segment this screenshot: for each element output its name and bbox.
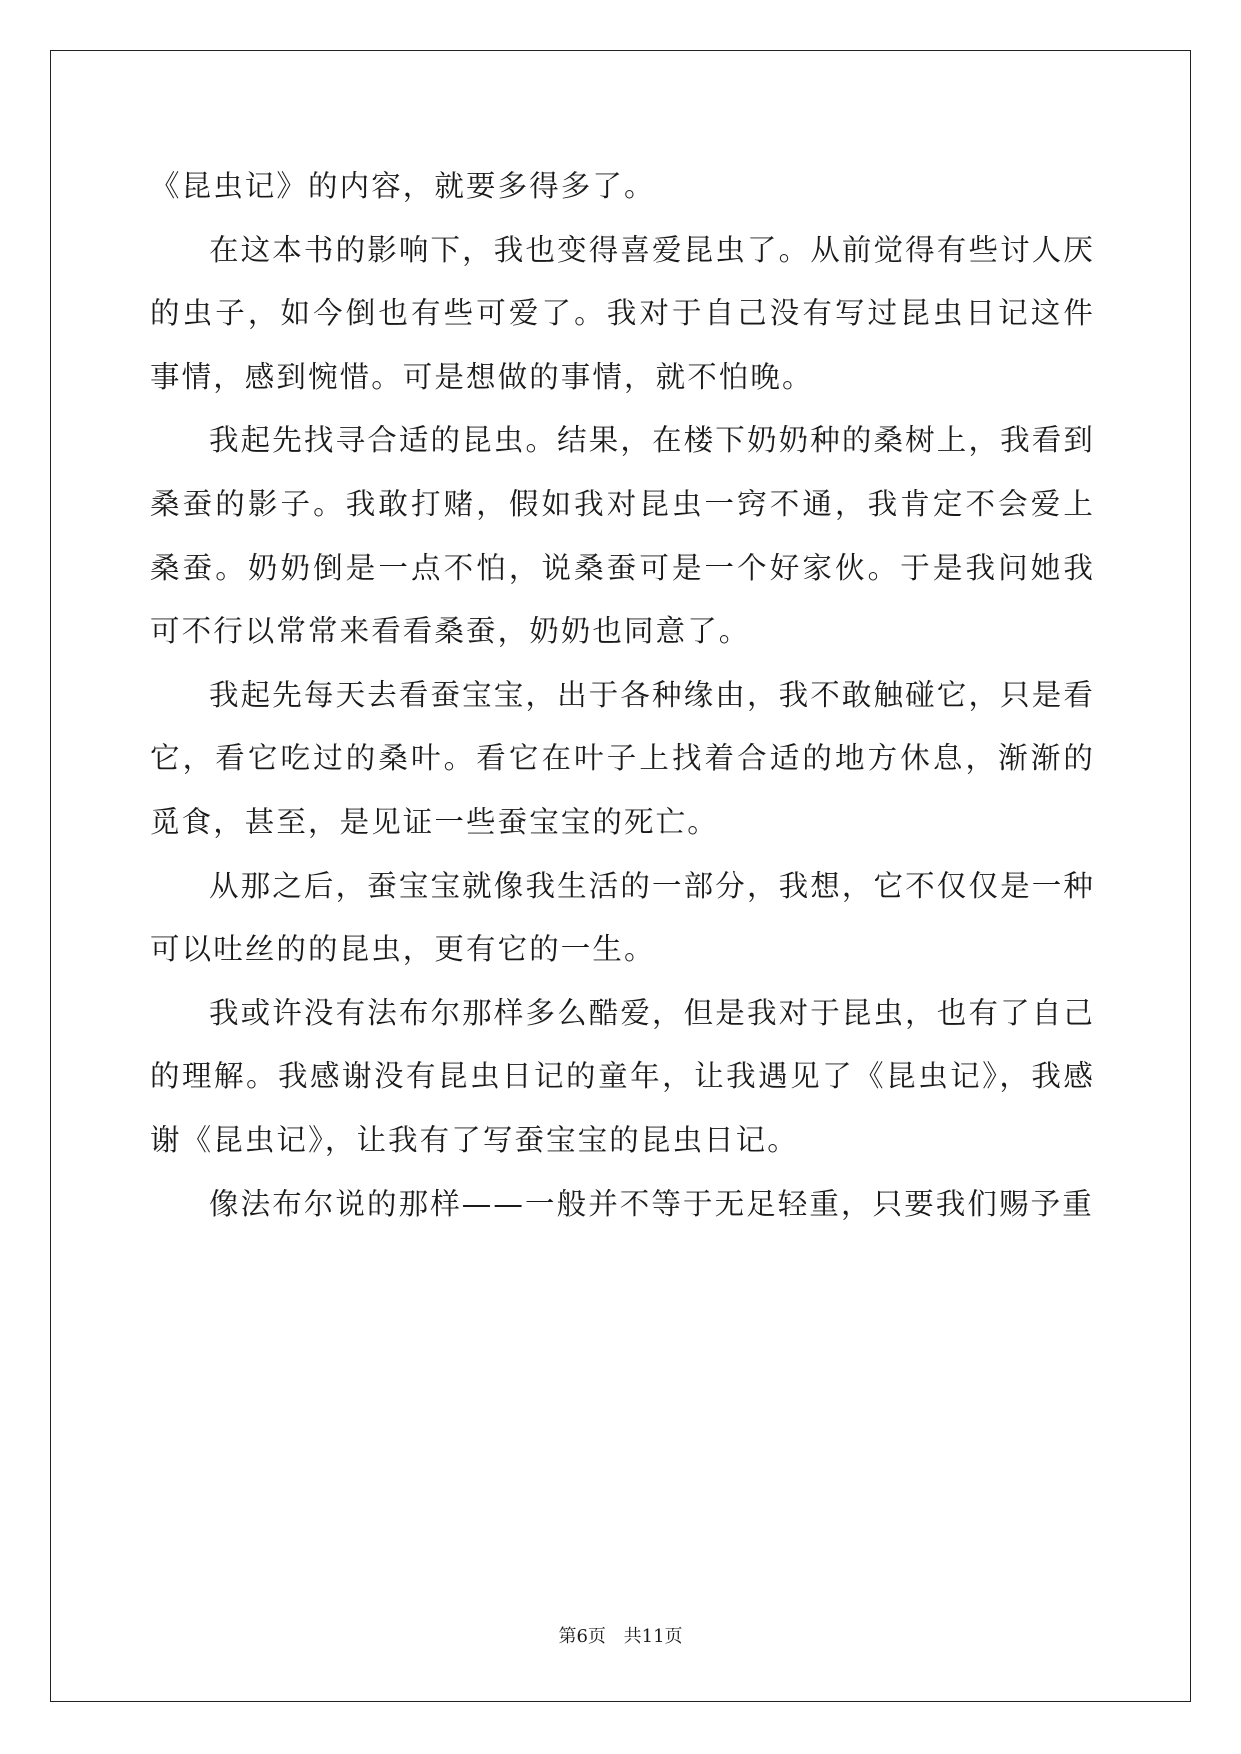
paragraph: 像法布尔说的那样——一般并不等于无足轻重，只要我们赐予重 — [209, 1186, 1094, 1221]
paragraph: 在这本书的影响下，我也变得喜爱昆虫了。从前觉得有些讨人厌的虫子，如今倒也有些可爱了。我对于自己没有写过昆虫日记这件事情，感到惋惜。可是想做的事情，就不怕晚。 — [150, 232, 1095, 394]
paragraph: 从那之后，蚕宝宝就像我生活的一部分，我想，它不仅仅是一种可以吐丝的的昆虫，更有它的一生。 — [150, 868, 1095, 967]
paragraph: 我起先找寻合适的昆虫。结果，在楼下奶奶种的桑树上，我看到桑蚕的影子。我敢打赌，假如我对昆虫一窍不通，我肯定不会爱上桑蚕。奶奶倒是一点不怕，说桑蚕可是一个好家伙。于是我问她我可不行以常常来看看桑蚕，奶奶也同意了。 — [150, 423, 1095, 649]
page-number: 第6页 — [558, 1626, 606, 1647]
paragraph: 我或许没有法布尔那样多么酷爱，但是我对于昆虫，也有了自己的理解。我感谢没有昆虫日记的童年，让我遇见了《昆虫记》，我感谢《昆虫记》，让我有了写蚕宝宝的昆虫日记。 — [150, 995, 1095, 1157]
page-total: 共11页 — [623, 1626, 683, 1647]
paragraph: 我起先每天去看蚕宝宝，出于各种缘由，我不敢触碰它，只是看它，看它吃过的桑叶。看它在叶子上找着合适的地方休息，渐渐的觅食，甚至，是见证一些蚕宝宝的死亡。 — [150, 677, 1095, 839]
page-footer — [0, 1622, 1241, 1648]
paragraph: 《昆虫记》的内容，就要多得多了。 — [150, 169, 656, 203]
document-body — [150, 155, 1095, 1236]
